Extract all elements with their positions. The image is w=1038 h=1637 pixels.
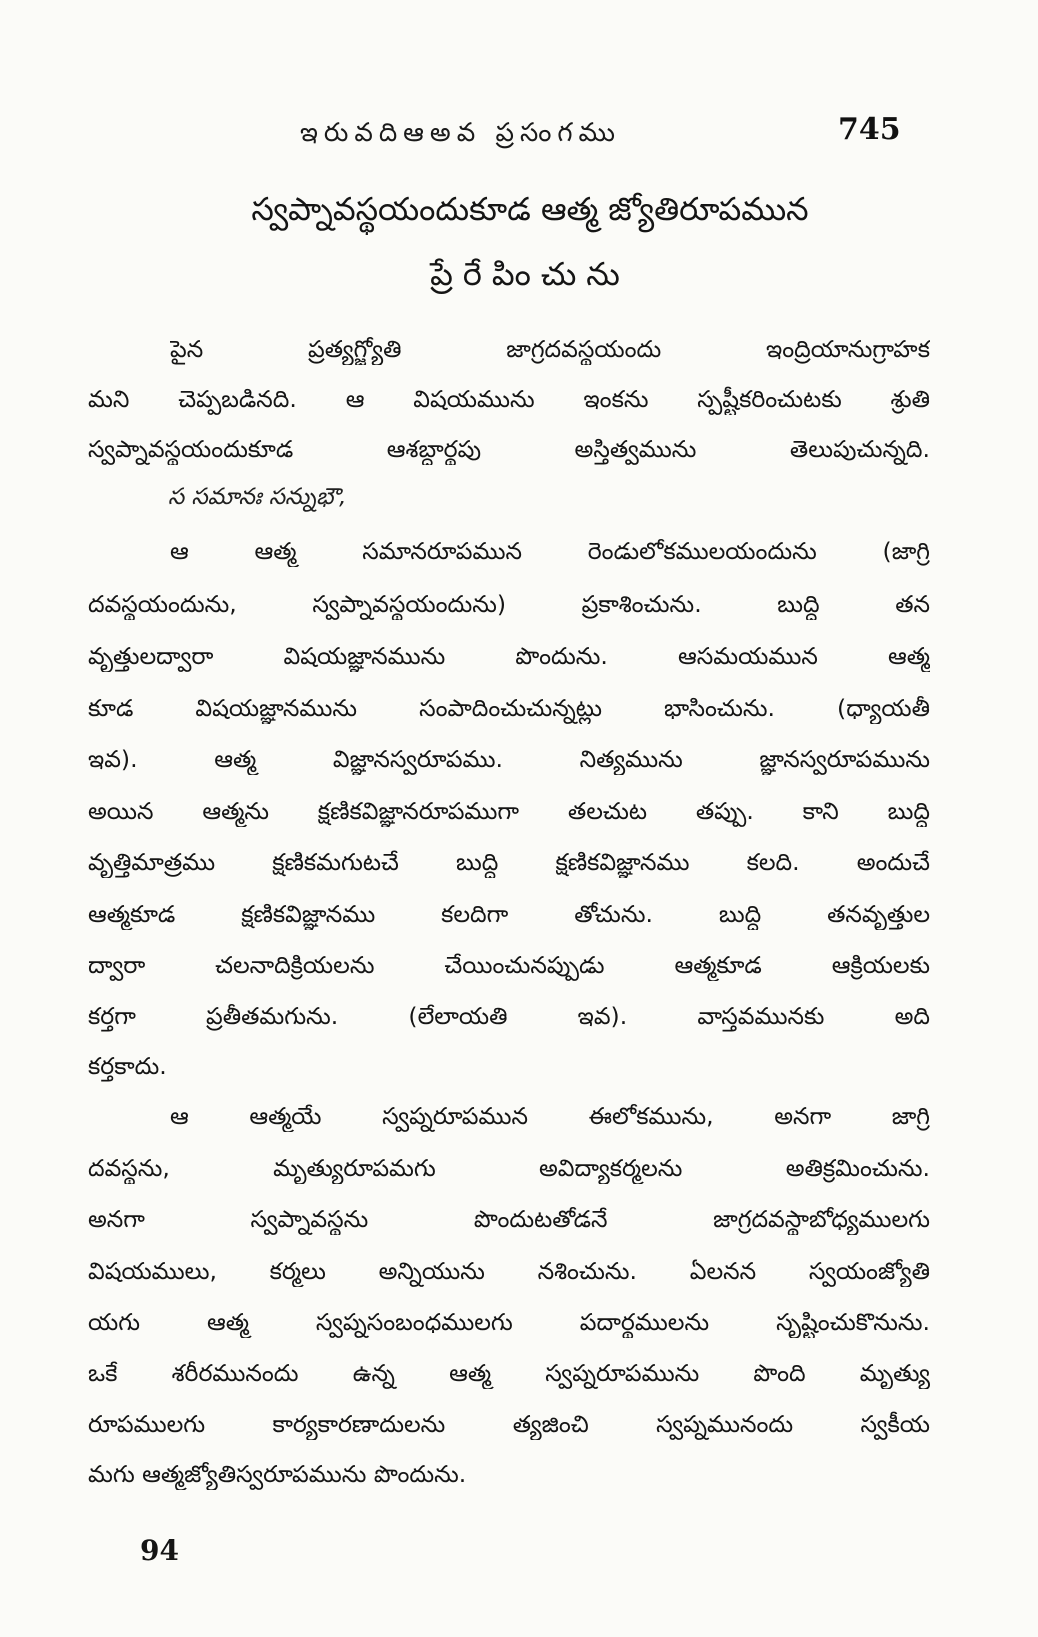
paragraph-line: విషయములు, కర్మలు అన్నియును నశించును. ఏలనన స్వయంజ్యోతి xyxy=(88,1257,930,1285)
paragraph-line: ఇవ). ఆత్మ విజ్ఞానస్వరూపము. నిత్యమును జ్ఞానస్వరూపమును xyxy=(88,745,930,773)
paragraph-line: కర్తగా ప్రతీతమగును. (లేలాయతి ఇవ). వాస్తవమునకు అది xyxy=(88,1002,930,1030)
paragraph-line: ఒకే శరీరమునందు ఉన్న ఆత్మ స్వప్నరూపమును పొంది మృత్యు xyxy=(88,1359,930,1387)
paragraph-line: అనగా స్వప్నావస్థను పొందుటతోడనే జాగ్రదవస్థాబోధ్యములగు xyxy=(88,1205,930,1233)
running-head: ఇరువదిఆఅవ ప్రసంగము xyxy=(300,118,622,148)
section-title-line-2: ప్రేరేపించును xyxy=(430,255,630,293)
sanskrit-quote: స సమానః సన్నుభౌ, xyxy=(168,484,347,510)
paragraph-line: ఆత్మకూడ క్షణికవిజ్ఞానము కలదిగా తోచును. బుద్ధి తనవృత్తుల xyxy=(88,900,930,928)
paragraph-line: వృత్తులద్వారా విషయజ్ఞానమును పొందును. ఆసమయమున ఆత్మ xyxy=(88,642,930,670)
paragraph-line: ఆ ఆత్మ సమానరూపమున రెండులోకములయందును (జాగ్రి xyxy=(170,537,930,565)
paragraph-line: అయిన ఆత్మను క్షణికవిజ్ఞానరూపముగా తలచుట తప్పు. కాని బుద్ధి xyxy=(88,797,930,825)
paragraph-line: దవస్థయందును, స్వప్నావస్థయందును) ప్రకాశించును. బుద్ధి తన xyxy=(88,590,930,618)
paragraph-line: ద్వారా చలనాదిక్రియలను చేయించునప్పుడు ఆత్మకూడ ఆక్రియలకు xyxy=(88,951,930,979)
paragraph-line: కూడ విషయజ్ఞానమును సంపాదించుచున్నట్లు భాసించును. (ధ్యాయతీ xyxy=(88,694,930,722)
paragraph-line: కర్తకాదు. xyxy=(88,1052,167,1080)
paragraph-line: స్వప్నావస్థయందుకూడ ఆశబ్దార్థపు అస్తిత్వమును తెలుపుచున్నది. xyxy=(88,435,930,463)
paragraph-line: రూపములగు కార్యకారణాదులను త్యజించి స్వప్నమునందు స్వకీయ xyxy=(88,1410,930,1438)
paragraph-line: మగు ఆత్మజ్యోతిస్వరూపమును పొందును. xyxy=(88,1460,467,1488)
paragraph-line: వృత్తిమాత్రము క్షణికమగుటచే బుద్ధి క్షణికవిజ్ఞానము కలది. అందుచే xyxy=(88,848,930,876)
page-number: 745 xyxy=(838,112,901,147)
paragraph-line: దవస్థను, మృత్యురూపమగు అవిద్యాకర్మలను అతిక్రమించును. xyxy=(88,1154,930,1182)
section-title-line-1: స్వప్నావస్థయందుకూడ ఆత్మ జ్యోతిరూపమున xyxy=(251,190,809,228)
paragraph-line: యగు ఆత్మ స్వప్నసంబంధములగు పదార్థములను సృష్టించుకొనును. xyxy=(88,1308,930,1336)
signature-mark: 94 xyxy=(140,1534,179,1567)
paragraph-line: ఆ ఆత్మయే స్వప్నరూపమున ఈలోకమును, అనగా జాగ్రి xyxy=(170,1102,930,1130)
paragraph-line: మని చెప్పబడినది. ఆ విషయమును ఇంకను స్పష్టీకరించుటకు శ్రుతి xyxy=(88,385,930,413)
paragraph-line: పైన ప్రత్యగ్జ్యోతి జాగ్రదవస్థయందు ఇంద్రియానుగ్రాహక xyxy=(170,335,930,363)
